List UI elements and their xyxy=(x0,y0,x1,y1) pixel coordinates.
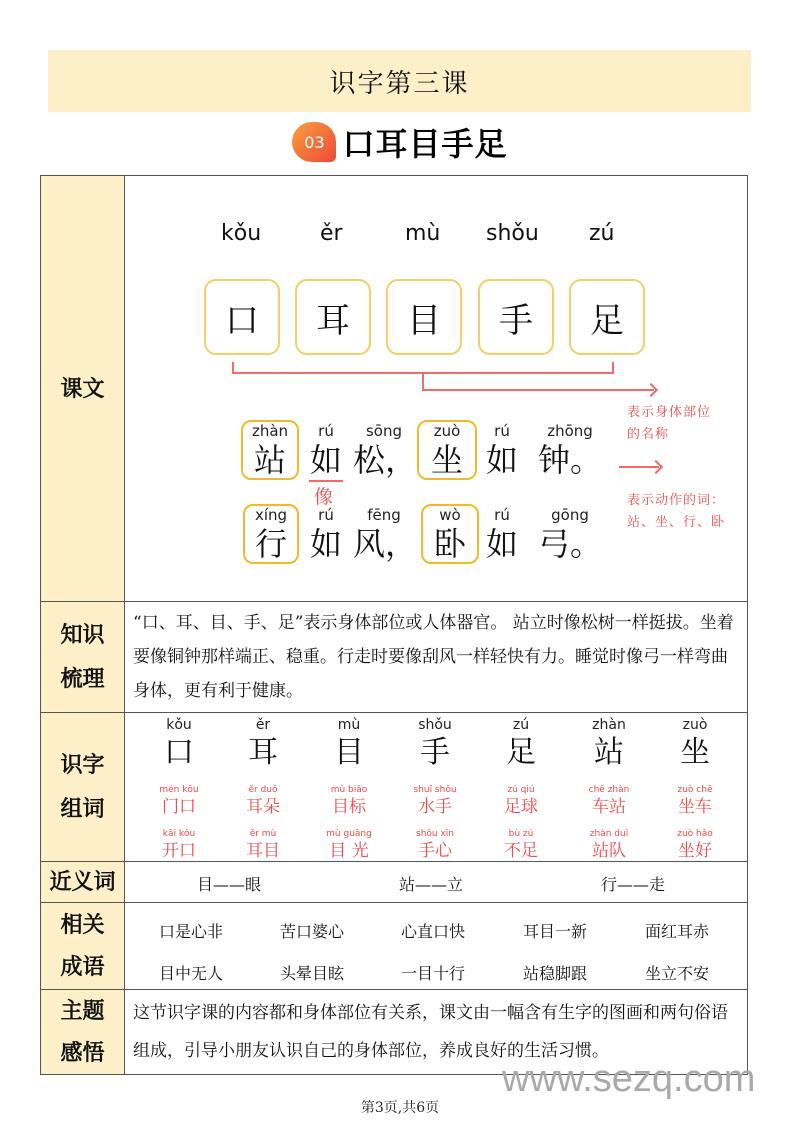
idiom: 面红耳赤 xyxy=(645,922,710,941)
idiom: 一目十行 xyxy=(401,964,466,983)
label-zuci: 识字 组词 xyxy=(41,713,125,862)
word-feng: fēng 风， xyxy=(353,506,418,563)
zuci-column: shǒu 手 shuǐ shǒu 水手 shǒu xīn 手心 xyxy=(413,717,457,861)
idiom: 坐立不安 xyxy=(645,964,710,983)
char-card-kou: 口 xyxy=(204,279,280,355)
row-zuci xyxy=(41,713,748,862)
pinyin-zu: zú xyxy=(589,221,615,246)
arrow-line-body xyxy=(422,373,654,391)
watermark: www.sezq.com xyxy=(502,1058,756,1100)
note-body-parts: 表示身体部位 的名称 xyxy=(627,405,712,442)
idiom: 口是心非 xyxy=(159,922,224,941)
row-kewen xyxy=(41,176,748,602)
pinyin-kou: kǒu xyxy=(221,221,262,246)
arrow-right-icon xyxy=(649,460,663,474)
idiom: 苦口婆心 xyxy=(280,922,345,941)
label-zhishi: 知识 梳理 xyxy=(41,602,125,713)
idiom: 心直口快 xyxy=(401,922,466,941)
label-ganwu: 主题 感悟 xyxy=(41,990,125,1075)
char-card-mu: 目 xyxy=(386,279,462,355)
synonym-hint: 像 xyxy=(314,486,334,508)
zuci-content xyxy=(125,713,748,862)
word-zhong: zhōng 钟。 xyxy=(537,422,602,479)
lesson-table xyxy=(40,175,748,1075)
row-jinyi xyxy=(41,862,748,903)
pinyin-er: ěr xyxy=(320,221,343,246)
word-gong: gōng 弓。 xyxy=(537,506,602,563)
idiom: 目中无人 xyxy=(159,964,224,983)
lesson-banner xyxy=(48,50,751,112)
word-ru: rú 如 xyxy=(309,506,342,563)
idiom: 头晕目眩 xyxy=(280,964,345,983)
idiom: 站稳脚跟 xyxy=(523,964,588,983)
idiom: 耳目一新 xyxy=(523,922,588,941)
row-zhishi xyxy=(41,602,748,713)
page-indicator: 第3页,共6页 xyxy=(360,1100,440,1116)
lesson-number-badge: 03 xyxy=(292,122,336,162)
synonym-pair: 站——立 xyxy=(399,875,464,894)
zuci-column: zuò 坐 zuò chē 坐车 zuò hǎo 坐好 xyxy=(677,717,713,861)
kewen-content xyxy=(125,176,748,602)
word-xing: xíng 行 xyxy=(254,506,288,563)
ganwu-text: 这节识字课的内容都和身体部位有关系，课文由一幅含有生字的图画和两句俗语组成，引导小朋友认识自己的身体部位，养成良好的生活习惯。 xyxy=(125,990,748,1075)
char-card-zu: 足 xyxy=(569,279,645,355)
word-ru: rú 如 xyxy=(309,422,342,479)
char-card-er: 耳 xyxy=(295,279,371,355)
word-zhan: zhàn 站 xyxy=(251,422,289,479)
char-card-shou: 手 xyxy=(478,279,554,355)
word-zuo: zuò 坐 xyxy=(430,422,463,479)
label-kewen: 课文 xyxy=(41,176,125,602)
zuci-column: mù 目 mù biāo 目标 mù guāng 目 光 xyxy=(326,717,372,861)
chengyu-content xyxy=(125,903,748,990)
word-song: sōng 松， xyxy=(353,422,418,479)
banner-title: 识字第三课 xyxy=(329,68,470,99)
pinyin-shou: shǒu xyxy=(486,221,539,246)
word-wo: wò 卧 xyxy=(433,506,466,563)
synonym-pair: 行——走 xyxy=(601,875,666,894)
pinyin-mu: mù xyxy=(405,221,441,246)
zuci-column: zú 足 zú qiú 足球 bù zú 不足 xyxy=(504,717,538,861)
row-chengyu xyxy=(41,903,748,990)
label-jinyi: 近义词 xyxy=(41,862,125,903)
zuci-column: zhàn 站 chē zhàn 车站 zhàn duì 站队 xyxy=(588,717,630,861)
word-ru: rú 如 xyxy=(485,422,518,479)
lesson-title: 口耳目手足 xyxy=(342,125,508,163)
zhishi-text: “口、耳、目、手、足”表示身体部位或人体器官。 站立时像松树一样挺拔。坐着要像铜钟那样端正、稳重。行走时要像刮风一样轻快有力。睡觉时像弓一样弯曲身体，更有利于健康。 xyxy=(125,602,748,713)
zuci-column: ěr 耳 ěr duǒ 耳朵 ěr mù 耳目 xyxy=(246,717,280,861)
lesson-heading xyxy=(0,116,800,168)
word-ru: rú 如 xyxy=(485,506,518,563)
zuci-column: kǒu 口 mén kǒu 门口 kāi kǒu 开口 xyxy=(159,717,199,861)
jinyi-content xyxy=(125,862,748,903)
label-chengyu: 相关 成语 xyxy=(41,903,125,990)
synonym-pair: 目——眼 xyxy=(197,875,262,894)
note-actions: 表示动作的词： 站、坐、行、卧 xyxy=(627,493,726,530)
